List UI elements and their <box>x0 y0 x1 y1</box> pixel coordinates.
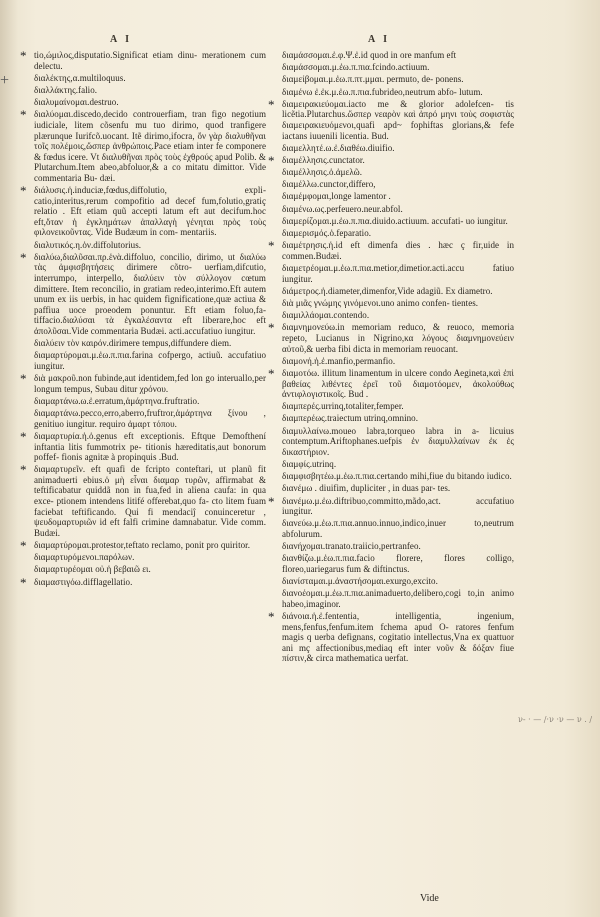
dictionary-entry: διαλύειν τὸν καιρόν.dirimere tempus,diffundere diem. <box>34 338 232 349</box>
dictionary-entry: διαμαρτάνω.ω.ἐ.erratum,ἁμάρτηνα.fruftratio. <box>34 395 200 406</box>
dictionary-entry: διανεύω.μ.ἐω.π.πια.annuo.innuo,indico,inuer to,neutrum abfolurum. <box>282 518 514 539</box>
dictionary-entry: διάμετρος.ἡ.diameter,dimenfor,Vide adagiũ. Ex diametro. <box>282 285 493 296</box>
dictionary-entry: διαμετρέομαι.μ.ἐω.π.πια.metior,dimetior.acti.accu fatiuo iungitur. <box>282 263 514 284</box>
dictionary-entry: * διαμαρτυρία.ἡ.ὁ.genus eft exceptionis. Eftque Demofthení inftantia litis fummotrix pe- titionis hæreditatis,aut bonorum poffef- fionis agnitæ à propinquis .Bud. <box>34 431 266 463</box>
dictionary-entry: διαλλάκτης.falio. <box>34 84 98 95</box>
dictionary-entry: διαμερισμός.ὁ.feparatio. <box>282 228 372 239</box>
dictionary-entry: διαλυμαίνομαι.destruo. <box>34 97 119 108</box>
dictionary-entry: * διαμαστιγόω.difflagellatio. <box>34 577 266 588</box>
dictionary-entry: * διαμαρτυρεῖν. eft quafi de fcripto conteftari, ut planũ fit animaduerti ebius.ὁ μὴ εἶναι διαμαρ τυρῶν, affirmabat & teftificabatur quiddã non in fua,fed in aliena caufa: in qua exce- ptionem intendens litifé offerebat,quo fa- cto litem fuam faciebat teftificando. Qui fi mendaciĵ conuinceretur , ψευδομαρτυριῶν id eft falfi crimine damnabatur. Vide comm. Budæi. <box>34 464 266 538</box>
dictionary-entry: διαμείβομαι.μ.ἐω.π.πτ.μμαι. permuto, de- ponens. <box>282 74 464 85</box>
catchword: Vide <box>420 893 439 904</box>
dictionary-entry: διανέμω . diuifim, dupliciter , in duas par- tes. <box>282 483 451 494</box>
right-column <box>282 50 514 666</box>
dictionary-entry: * διαλύομαι.discedo,decido controuerfiam, tran figo negotium iudiciale, litem cõsenfu mu tuo dirimo, quod tranfigere plærunque Iurifcõ.uocant. Itẽ dirimo,ifocra, ὄν γὰρ διαλυθῆναι τοῖς πολέμοις,ὥσπερ ἀνθρώποις.Pace etiam inter fe componere & fœdus icere. Vt διαλυθῆναι πρὸς τοὺς ἐχθρούς apud Polib. & Plutarchum.Item abeo,abfoluor,& a co mitatu dimittor. Vide commentaria Bu- dæi. <box>34 109 266 183</box>
dictionary-entry: διαμένω ἐ.ἐκ.μ.ἐω.π.πια.fubrideo,neutrum abfo- lutum. <box>282 86 483 97</box>
dictionary-entry: διαμάσσομαι.μ.ἐω.π.πια.fcindo.actiuum. <box>282 62 430 73</box>
dictionary-entry: διαμφισβητέω.μ.ἐω.π.πια.certando mihi,fiue du bitando iudico. <box>282 471 512 482</box>
dictionary-entry: * διαμειρακιεύομαι.iacto me & glorior adolefcen- tis licẽtia.Plutarchus.ὥσπερ νεαρὸν καὶ ἀπρό μηνι τοὺς σοφιστὰς διαμειρακιευόμενοι,quafi apd~ fophiftas glorians,& fefe iactans iuuenili licentia. Bud. <box>282 99 514 141</box>
dictionary-entry: * διανέμω.μ.ἐω.diftribuo,committo,mãdo,act. accufatiuo iungitur. <box>282 496 514 517</box>
dictionary-entry: + διαλέκτης,α.multiloquus. <box>34 73 266 84</box>
running-header <box>0 34 600 50</box>
dictionary-entry: διαμένω.ως.perfeuero.neur.abfol. <box>282 203 403 214</box>
left-column <box>34 50 266 589</box>
dictionary-entry: * διαμνημονεύω.in memoriam reduco, & reuoco, memoria repeto, Lucianus in Nigrino,κα λόγους διαμνημονεύειν αὐτοῦ,& uerba fibi dicta in memoriam reuocant. <box>282 322 514 354</box>
dictionary-entry: διανήχομαι.tranato.traiicio,pertranfeo. <box>282 541 421 552</box>
dictionary-entry: διαμονή.ἡ.ἐ.manfio,permanfio. <box>282 355 396 366</box>
dictionary-entry: * διάλυσις.ἡ.induciæ,fœdus,diffolutio, expli- catio,interitus,rerum compofitio ad decef fum,folutio,gratiç relatio . Eft etiam quũ accepti latum eft aut decifum.hoc eft,ὅταν ἡ ἐγκλημάτων ἀπαλλαγὴ γένηται πρὸς τοὺς φιλονεικοῦντας. Vide Budæum in com- mentariis. <box>34 185 266 238</box>
dictionary-entry: * διαμέλλησις.cunctator. <box>282 155 514 166</box>
dictionary-entry: διαμαρτάνω.pecco,erro,aberro,fruftror,ἁμάρτηνα ξίνου , genitiuo iungitur. requiro ἀμαρτ τόπου. <box>34 408 266 429</box>
dictionary-entry: διαμάσσομαι.ἐ.φ.Ψ.ἐ.id quod in ore manfum eft <box>282 50 457 60</box>
dictionary-entry: διανθίζω.μ.ἐω.π.πια.facio florere, flores colligo, floreo,uariegarus fum & diftinctus. <box>282 553 514 574</box>
dictionary-entry: διὰ μιᾶς γνώμης γινόμενοι.uno animo confen- tientes. <box>282 297 479 308</box>
dictionary-entry: διαμέλλησις.ὁ.ἀμελῶ. <box>282 167 363 178</box>
header-right: A I <box>368 34 391 45</box>
dictionary-entry: * tio,ώμιλος,disputatio.Significat etiam dinu- merationem cum delectu. <box>34 50 266 71</box>
dictionary-entry: * διαμέτρησις.ἡ.id eft dimenfa dies . hæc ç fir,uide in commen.Budæi. <box>282 240 514 261</box>
dictionary-entry: διαμαρτυρέομαι οὐ.ἡ βεβαιῶ ει. <box>34 564 151 575</box>
dictionary-entry: * διὰ μακροῦ.non fubinde,aut identidem,fed lon go interuallo,per longum tempus, Subau ditur χρόνου. <box>34 373 266 394</box>
dictionary-entry: διαμπερέως.traiectum utrinq,omnino. <box>282 413 419 424</box>
header-left: A I <box>110 34 133 45</box>
dictionary-entry: διανοέομαι.μ.ἐω.π.πια.animaduerto,delibero,cogi to,in animo habeo,imaginor. <box>282 588 514 609</box>
dictionary-entry: διαμιλλάομαι.contendo. <box>282 310 370 321</box>
dictionary-entry: διαμερίζομαι.μ.ἐω.π.πια.diuido.actiuum. accufati- uo iungitur. <box>282 215 508 226</box>
dictionary-entry: διαλυτικός.η.ὁν.diffolutorius. <box>34 239 142 250</box>
page-fold-shadow <box>0 0 18 917</box>
dictionary-entry: διαμυλλαίνω.moueo labra,torqueo labra in a- licuius contemptum.Ariftophanes.uefpis ἐν διαμυλλαίνων ἐκ ἐς δικαστήριον. <box>282 425 514 457</box>
dictionary-entry: * διαλύω,διαλῦσαι.πρ.ἑνὰ.diffoluo, concilio, dirimo, ut διαλύω τὰς ἀμφισβητήσεις dirimere cõtro- uerfiam,difcutio, interrumpo, interpello, διαλύειν τὸν σύλλογον cœtum dimittere. Item reconcilio, in gratiam redeo,interimo.Eft autem unum ex iis uerbis, in hac quidem fignificatione,quæ actiua & paffiua uoce proeodem ponuntur. Eft etiam foluo,fa- tiffacio.διαλύσαι τὰ ἐγκαλέσαντα eft liberare,hoc eft ἀπολῦσαι.Vide commentaria Budæi. acti.accufatiuo iungitur. <box>34 252 266 337</box>
dictionary-entry: διαμέλλω.cunctor,differo, <box>282 179 376 190</box>
dictionary-entry: διαμαρτύρομαι.μ.ἐω.π.πια.farina cofpergo, actiuũ. accufatiuo iungitur. <box>34 350 266 371</box>
dictionary-entry: διαμπερές.urrinq,totaliter,femper. <box>282 401 404 412</box>
dictionary-entry: * διαμοτόω. illitum linamentum in ulcere condo Aegineta,καὶ ἐπὶ βαθείας λιθέντες ἐρεῖ τοῦ διαμοτόομεν, ἀκολούθως ἀντιφλογιστικοῖς. Bud . <box>282 368 514 400</box>
dictionary-entry: διαμφίς.utrinq. <box>282 459 337 470</box>
dictionary-entry: διαμέμφομαι,longe lamentor . <box>282 191 391 202</box>
margin-annotation: ν- · — /·ν ·ν — ν . / <box>518 715 593 724</box>
dictionary-entry: διαμαρτυρόμενοι.παρόλων. <box>34 552 135 563</box>
dictionary-entry: * διαμαρτύρομαι.protestor,teftato reclamo, ponit pro quiritor. <box>34 540 266 551</box>
dictionary-entry: διαμελλητέ.ω.ἐ.διαθέω.diuifio. <box>282 142 395 153</box>
dictionary-entry: * διάνοια.ἡ.ἐ.fententia, intelligentia, ingenium, mens,fenfus,fenfum.item fchema apud O- ratores fenfum magis q uerba defignans, cogitatio intellectus,Vna ex quattuor ani mç affectionibus,mediaq eft inter νοῦν & δόξαν fiue πίστιν,& circa mathematica uerfat. <box>282 611 514 664</box>
dictionary-entry: διανίσταμαι.μ.ἀναστήσομαι.exurgo,excito. <box>282 576 438 587</box>
